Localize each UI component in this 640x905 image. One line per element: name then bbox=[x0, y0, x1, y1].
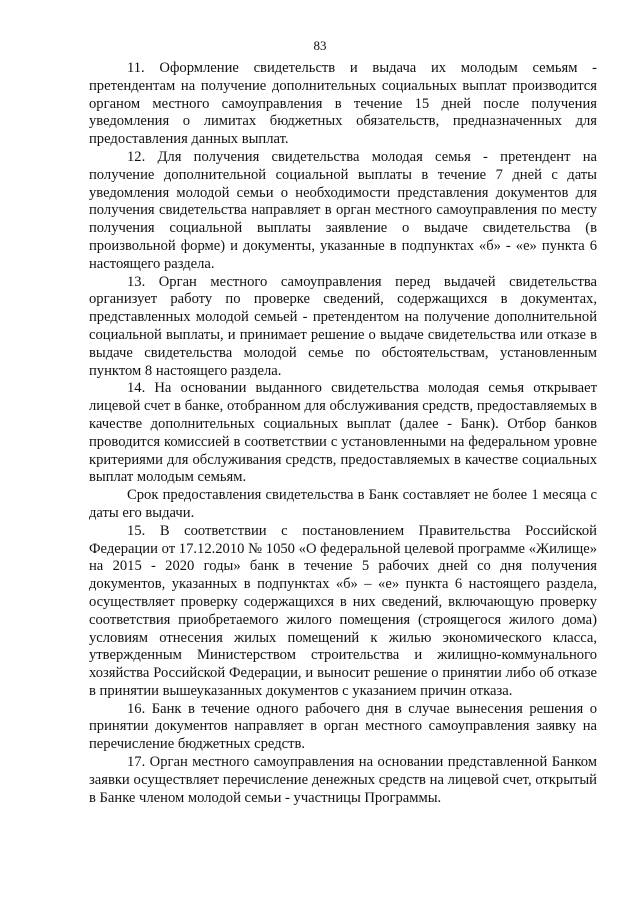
paragraph-11: 11. Оформление свидетельств и выдача их молодым семьям - претендентам на получение дополнительных социальных выплат производится органом местного самоуправления в течение 15 дней после получения уведомления о лимитах бюджетных обязательств, предназначенных для предоставления данных выплат. bbox=[89, 60, 597, 148]
page-number: 83 bbox=[313, 38, 327, 53]
paragraph-16: 16. Банк в течение одного рабочего дня в случае вынесения решения о принятии документов направляет в орган местного самоуправления заявку на перечисление бюджетных средств. bbox=[89, 700, 597, 753]
document-body bbox=[89, 60, 597, 807]
paragraph-12: 12. Для получения свидетельства молодая семья - претендент на получение дополнительной социальной выплаты в течение 7 дней с даты уведомления молодой семьи о необходимости представления документов для получения свидетельства направляет в орган местного самоуправления по месту получения социальной выплаты заявление о выдаче свидетельства (в произвольной форме) и документы, указанные в подпунктах «б» - «е» пункта 6 настоящего раздела. bbox=[89, 148, 597, 272]
paragraph-17: 17. Орган местного самоуправления на основании представленной Банком заявки осуществляет перечисление денежных средств на лицевой счет, открытый в Банке членом молодой семьи - участницы Программы. bbox=[89, 754, 597, 806]
paragraph-13: 13. Орган местного самоуправления перед выдачей свидетельства организует работу по проверке сведений, содержащихся в документах, представленных молодой семьей - претендентом на получение дополнительной социальной выплаты, и принимает решение о выдаче свидетельства или отказе в выдаче свидетельства молодой семье по обстоятельствам, установленным пунктом 8 настоящего раздела. bbox=[89, 273, 597, 379]
paragraph-14: 14. На основании выданного свидетельства молодая семья открывает лицевой счет в банке, отобранном для обслуживания средств, предоставляемых в качестве дополнительных социальных выплат (далее - Банк). Отбор банков проводится комиссией в соответствии с установленными на федеральном уровне критериями для обслуживания средств, предоставляемых в качестве социальных выплат молодым семьям. bbox=[89, 380, 597, 486]
paragraph-14-deadline: Срок предоставления свидетельства в Банк составляет не более 1 месяца с даты его выдачи. bbox=[89, 487, 597, 521]
paragraph-15: 15. В соответствии с постановлением Правительства Российской Федерации от 17.12.2010 № 1050 «О федеральной целевой программе «Жилище» на 2015 - 2020 годы» банк в течение 5 рабочих дней со дня получения документов, указанных в подпунктах «б» – «е» пункта 6 настоящего раздела, осуществляет проверку содержащихся в них сведений, включающую проверку соответствия приобретаемого жилого помещения (строящегося жилого дома) условиям отнесения жилых помещений к жилью экономического класса, утвержденным Министерством строительства и жилищно-коммунального хозяйства Российской Федерации, и выносит решение о принятии либо об отказе в принятии вышеуказанных документов с указанием причин отказа. bbox=[89, 522, 597, 699]
